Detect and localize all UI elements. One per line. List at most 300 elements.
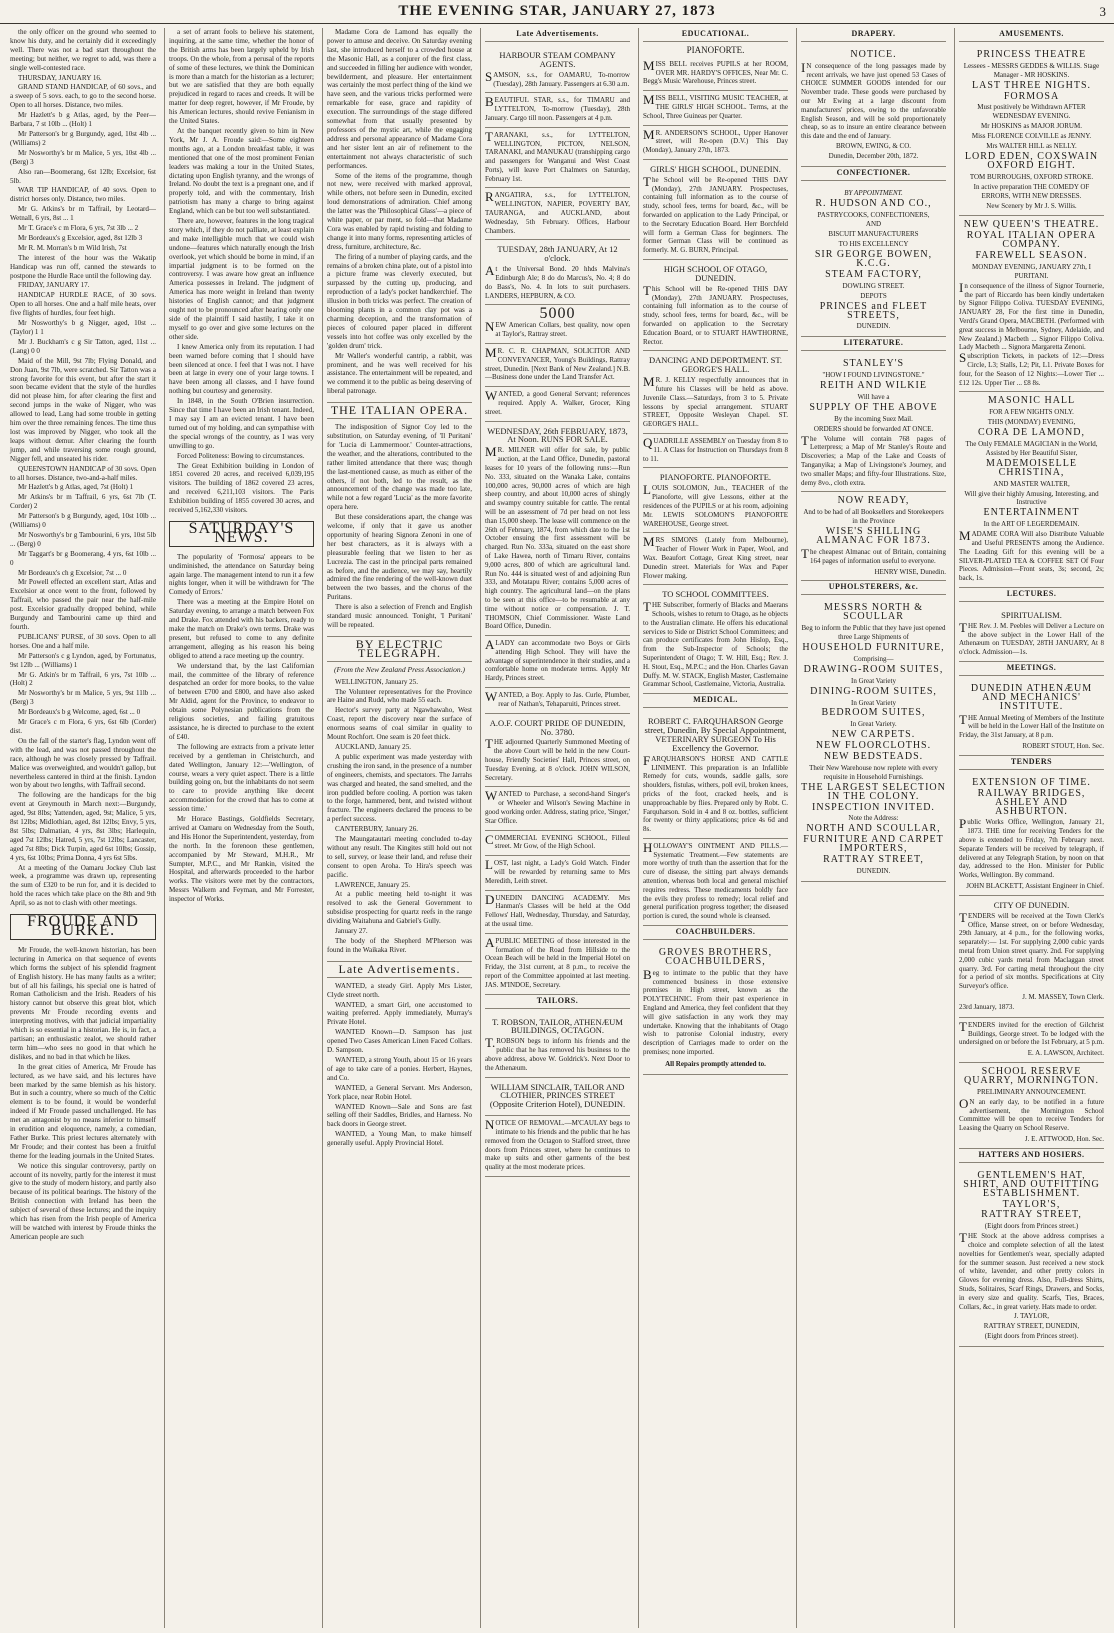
drapery-heading: DRAPERY. — [801, 30, 946, 42]
masonic-hall-line: Will give their highly Amusing, Interesting, and Instructive — [964, 489, 1099, 507]
north-scoullar-line: NEW BEDSTEADS. — [823, 751, 924, 763]
late-advertisements-list — [327, 982, 472, 1148]
classified-ad: WANTED, a Young Man, to make himself generally useful. Apply Provincial Hotel. — [327, 1130, 472, 1148]
article-paragraph: Mr Taggart's br g Boomerang, 4 yrs, 6st 10lb ... 0 — [10, 549, 156, 567]
article-paragraph: The following are extracts from a private letter received by a gentleman in Christchurch, and dated Wellington, January 12:—'Wellington, of course, wears a very quiet aspect. There is a little building going on, but the inhabitants do not seem to care to provide anything like decent accommodation for the crowd that has to come at session time.' — [169, 742, 314, 814]
educational-advertisement — [643, 91, 788, 125]
italian-opera-article — [327, 423, 472, 630]
article-paragraph: Mr Hazlett's b g Atlas, aged, by the Peer—Barbara, 7 st 10lb ... (Holt) 1 — [10, 111, 156, 129]
educational-advertisement — [643, 160, 788, 260]
princess-theatre-line: LORD EDEN, COXSWAIN OXFORD EIGHT. — [964, 150, 1099, 171]
column-1 — [6, 28, 160, 1628]
article-paragraph: In 1848, in the South O'Brien insurrection. Since that time I have been an Irish tenant. Indeed, I may say I am an evicted tenant. I have been turned out of my holding, and can sympathise with the special wrongs of the country, as I was very unwilling to go. — [169, 397, 314, 450]
taylor-signature: RATTRAY STREET, DUNEDIN, — [983, 1322, 1080, 1331]
masonic-hall-line: ENTERTAINMENT — [983, 507, 1080, 519]
north-scoullar-line: Note the Address: — [848, 814, 899, 823]
educational-advertisement — [643, 434, 788, 468]
article-paragraph: Mr Patterson's br g Burgundy, aged, 10st 4lb ... (Williams) 2 — [10, 129, 156, 147]
railway-tenders-ad — [959, 774, 1104, 896]
article-paragraph: At a meeting of the Oamaru Jockey Club last week, a programme was drawn up, representing the sum of £320 to be run for, and it is decided to hold the races which take place on the 8th and 9th April, so as not to clash with other meetings. — [10, 863, 156, 908]
stanley-book-ad — [801, 355, 946, 492]
north-scoullar-line: NEW CARPETS. — [831, 729, 916, 741]
north-scoullar-line: Comprising— — [853, 654, 894, 663]
advertisement-body: TARANAKI, s.s., for LYTTELTON, WELLINGTON, PICTON, NELSON, TARANAKI, and MANUKAU (transhipping cargo and passengers for Wanganui and West Coast Ports), will leave Port Chalmers on Saturday, February 1st. — [485, 128, 630, 183]
north-scoullar-line: NORTH AND SCOULLAR, — [806, 823, 941, 835]
tenders-heading: TENDERS — [959, 758, 1104, 770]
article-paragraph: Mr Bordeaux's ch g Excelsior, 7st ... 0 — [18, 568, 127, 577]
princess-theatre-line: New Scenery by Mr J. S. Willis. — [986, 201, 1077, 210]
article-paragraph: The following are the handicaps for the big event at Greymouth in March next:—Burgundy, aged, 9st 8lbs; Yattenden, aged, 9st; Malice, 5 yrs, 8st 12lbs; Midlothian, aged, 8st 12lbs; Envy, 5 yrs, 8st 5lbs; Dalmatian, 4 yrs, 8st 3lbs; Harlequin, aged 7st 12lbs; Hatred, 5 yrs, 7st 12lbs; Lancaster, aged 7st 8lbs; Dick Turpin, aged 6st 10lbs; Gossip, 4 yrs, 6st 10lbs; Prima Donna, 4 yrs 6st 5lbs. — [10, 791, 156, 862]
advertisement — [485, 240, 630, 305]
late-advertisements-heading: Late Advertisements. — [327, 961, 472, 978]
masonic-hall-line: THIS (MONDAY) EVENING, — [987, 418, 1076, 427]
saturdays-news-heading: SATURDAY'S NEWS. — [169, 521, 314, 547]
educational-advertisement — [643, 585, 788, 694]
advertisement — [485, 387, 630, 421]
advertisement — [485, 93, 630, 127]
italian-opera-heading: THE ITALIAN OPERA. — [327, 402, 472, 419]
advertisement-title: PIANOFORTE. PIANOFORTE. — [659, 472, 772, 483]
article-paragraph: Mr Grace's c m Flora, 6 yrs, 6st 6lb (Corder) dist. — [10, 718, 156, 735]
taylor-line: RATTRAY STREET, — [981, 1209, 1082, 1221]
notice-title: NOTICE. — [850, 48, 897, 60]
froude-continued-article — [169, 28, 314, 515]
article-paragraph: Also ran—Boomerang, 6st 12lb; Excelsior, 6st 5lb. — [10, 167, 156, 185]
north-scoullar-line: THE LARGEST SELECTION IN THE COLONY. — [801, 781, 946, 802]
princess-theatre-line: LAST THREE NIGHTS. — [971, 79, 1092, 91]
masonic-hall-line: In the ART OF LEGERDEMAIN. — [983, 520, 1080, 529]
educational-advertisement — [643, 260, 788, 351]
article-paragraph: Mr Powell effected an excellent start, Atlas and Excelsior at once went to the front, followed by Taffrail, who passed the pair near the half-mile post. Excelsior gradually dropped behind, while Burgundy and Tambourini came up third and fourth. — [10, 578, 156, 631]
advertisement-body: THE adjourned Quarterly Summoned Meeting of the above Court will be held in the new Court-house, Friendly Societies' Hall, Princes street, on Tuesday Evening, at 8 o'clock. JOHN WILSON, Secretary. — [485, 736, 630, 782]
advertisement-list — [485, 46, 630, 995]
reserve-line: SCHOOL RESERVE QUARRY, MORNINGTON. — [963, 1066, 1100, 1086]
masonic-hall-line: CORA DE LAMOND, — [978, 427, 1085, 439]
gilchrist-tenders-ad — [959, 1018, 1104, 1063]
advertisement-title: GIRLS' HIGH SCHOOL, DUNEDIN. — [650, 163, 781, 174]
north-scoullar-line: HOUSEHOLD FURNITURE, — [802, 641, 945, 653]
advertisement-title: 5000 — [539, 305, 576, 323]
article-paragraph: QUEENSTOWN HANDICAP of 30 sovs. Open to all horses. Distance, two-and-a-half miles. — [10, 464, 156, 482]
article-paragraph: Forced Politeness: Bowing to circumstances. — [177, 451, 305, 460]
classified-ad: WANTED, a smart Girl, one accustomed to waiting preferred. Apply immediately, Murray's Private Hotel. — [327, 1000, 472, 1027]
cora-de-lamond-review — [327, 28, 472, 396]
advertisement-body: WANTED, a good General Servant; references required. Apply A. Walker, Grocer, King street. — [485, 388, 630, 416]
advertisement-title: TO SCHOOL COMMITTEES. — [662, 589, 769, 600]
advertisement-title: HIGH SCHOOL OF OTAGO, DUNEDIN. — [663, 264, 768, 283]
article-paragraph: Mr Nosworthy's br g Tambourini, 6 yrs, 10st 5lb ... (Berg) 0 — [10, 530, 156, 548]
advertisement-body: BEAUTIFUL STAR, s.s., for TIMARU and LYTTELTON, To-morrow (Tuesday), 28th January. Cargo till noon. Passengers at 4 p.m. — [485, 94, 630, 122]
advertisement — [485, 46, 630, 93]
article-paragraph: Mr T. Grace's c m Flora, 6 yrs, 7st 3lb ... 2 — [18, 224, 139, 233]
column-6 — [796, 28, 950, 1628]
advertisement-body: QUADRILLE ASSEMBLY on Tuesday from 8 to 11. A Class for Instruction on Thursdays from 8 to 11. — [643, 435, 788, 463]
masonic-hall-line: The Only FEMALE MAGICIAN in the World, Assisted by Her Beautiful Sister, — [965, 440, 1098, 457]
queens-prices: Subscription Tickets, in packets of 12:—Dress Circle, L3; Stalls, L2; Pit, L1. Private Boxes for four, for the Season of 12 Nights:—Lower Tier ... £12 12s. Upper Tier ... £8 8s. — [959, 350, 1104, 387]
froude-burke-heading: FROUDE AND BURKE. — [10, 914, 156, 940]
article-paragraph: The popularity of 'Formosa' appears to be undiminished, the attendance on Saturday being again large. The management intend to run it a few nights longer, when it will be withdrawn for 'The Comedy of Errors.' — [169, 552, 314, 597]
article-paragraph: a set of arrant fools to believe his statement, inquiring, at the same time, whether the honor of the British arms has been largely upheld by Irish troops. On the whole, from a perusal of the reports of some of these lectures, we think the Dominican is more than a match for the historian as a lecturer; but we are satisfied that they are both equally prejudiced in regard to races and creeds. It will be matter for deep regret, however, if Mr Froude, by his American lectures, should revive Fenianism in the United States. — [169, 28, 314, 126]
almanac-ad — [801, 492, 946, 581]
queens-theatre-line: FAREWELL SEASON. — [975, 250, 1088, 262]
medical-heading: MEDICAL. — [643, 696, 788, 708]
notice-signature: BROWN, EWING, & CO. — [835, 141, 912, 150]
masonic-hall-line: AND MASTER WALTER, — [993, 479, 1070, 488]
hatters-heading: HATTERS AND HOSIERS. — [959, 1151, 1104, 1163]
advertisement — [485, 188, 630, 240]
advertisement-title: HARBOUR STEAM COMPANY AGENTS. — [499, 49, 616, 69]
column-7 — [954, 28, 1108, 1628]
advertisement-title: WEDNESDAY, 26th FEBRUARY, 1873, At Noon. RUNS FOR SALE. — [487, 425, 628, 445]
advertisement-body: HOLLOWAY'S OINTMENT AND PILLS.—Systematic Treatment.—Few statements are more worthy of truth than the assertion that for the cure of disease, the sitting part always demands attention, whereas both local and general mischief requires redress. These medicaments boldly face the evils they profess to remedy; local relief and general purification progress together; the diseased portion is cured, the sound whole is cleansed. — [643, 839, 788, 921]
article-paragraph: Mr Horace Bastings, Goldfields Secretary, arrived at Oamaru on Wednesday from the South, and His Honor the Superintendent, yesterday, from the north. In the forenoon these gentlemen, accompanied by Mr Steward, M.H.R., Mr Sumpter, M.P.C., and Mr Rankin, visited the Hospital, and afterwards proceeded to the harbor works. The visitors were met by the contractors, Messrs Walkem and Feyman, and Mr Forrester, inspector of Works. — [169, 815, 314, 904]
hudson-line: TO HIS EXCELLENCY — [838, 240, 909, 249]
advertisement-body: MRS SIMONS (Lately from Melbourne), Teacher of Flower Work in Paper, Wool, and Wax. Beaufort Cottage, Great King street, near Dunedin street. Materials for Wax and Paper Flower making. — [643, 534, 788, 580]
north-scoullar-line: Beg to inform the Public that they have just opened three Large Shipments of — [801, 624, 946, 642]
page-number: 3 — [1099, 4, 1106, 19]
telegraph-item: The body of the Shepherd M'Pherson was found in the Waikaka River. — [327, 937, 472, 954]
school-reserve-ad — [959, 1063, 1104, 1149]
telegraph-item: Hector's survey party at Ngawhawaho, West Coast, report the discovery near the surface of enormous seams of coal similar in quality to Mount Rochfort. One seam is 20 feet thick. — [327, 706, 472, 742]
advertisement-body: NEW American Collars, best quality, now open at Taylor's, Rattray street. — [485, 319, 630, 339]
advertisement-body: MISS BELL, VISITING MUSIC TEACHER, at THE GIRLS' HIGH SCHOOL. Terms, at the School, Three Guineas per Quarter. — [643, 92, 788, 120]
hudson-line: R. HUDSON AND CO., — [815, 197, 932, 209]
city-date: 23rd January, 1873. — [959, 1002, 1015, 1011]
article-paragraph: The interest of the hour was the Wakatip Handicap was run off, canned the stewards to postpone the Hurdle Race until the following day. — [10, 253, 156, 280]
tailor-advertisement — [485, 1078, 630, 1117]
north-scoullar-line: Their New Warehouse now replete with every requisite in Household Furnishings. — [809, 763, 938, 781]
telegraph-item: WELLINGTON, January 25. — [335, 677, 419, 686]
article-paragraph: At the banquet recently given to him in New York, Mr J. A. Froude said:—Some eighteen months ago, at a London breakfast table, it was mentioned that one of the most prominent Fenian leaders was making a tour in the United States, dictating upon English tyranny, and the wrongs of Ireland. No doubt the text is a pregnant one, and if properly told, and with the commentary, Irish patriotism has many a charge to bring against England, which can be but too well substantiated. — [169, 126, 314, 216]
article-paragraph: Mr Nosworthy's br m Malice, 5 yrs, 9st 11lb ... (Berg) 3 — [10, 689, 156, 707]
queens-theatre-line: NEW QUEEN'S THEATRE. — [963, 219, 1100, 231]
advertisement-body: At the Universal Bond. 20 hhds Malvina's Edinburgh Ale; 8 do do Marcus's, No. 4; 8 do do Bass's, No. 4. In lots to suit purchasers. LANDERS, HEPBURN, & CO. — [485, 263, 630, 300]
telegraph-item: CANTERBURY, January 26. — [335, 825, 419, 834]
advertisement — [485, 636, 630, 688]
princess-theatre-line: Mrs WALTER HILL as NELLY. — [986, 142, 1077, 151]
princess-theatre-line: Lessees - MESSRS GEDDES & WILLIS. Stage Manager - MR HOSKINS. — [963, 61, 1100, 79]
tenders-line: RAILWAY BRIDGES, ASHLEY AND ASHBURTON. — [977, 787, 1086, 817]
advertisement-body: ALADY can accommodate two Boys or Girls attending High School. They will have the advantage of superintendence in their studies, and a comfortable home on moderate terms. Apply Mr Hardy, Princes street. — [485, 637, 630, 683]
article-paragraph: But these considerations apart, the change was welcome, if only that it gave us another opportunity of hearing Signora Zenoni in one of her best characters, as it is always with a pleasurable feeling that we listen to her as Lucrezia. The cast in the principal parts remained as before, and the audience, we may say, heartily admired the fine rendering of the well-known duet between the two basses, and the chorus of the Puritans. — [327, 513, 472, 602]
advertisement-title: WILLIAM SINCLAIR, TAILOR AND CLOTHIER, PRINCES STREET (Opposite Criterion Hotel), DUNEDIN. — [489, 1081, 626, 1110]
advertisement — [485, 831, 630, 857]
column-2 — [164, 28, 318, 1628]
athenaeum-body: THE Annual Meeting of Members of the Institute will be held in the Lower Hall of the Institute on Friday, the 31st January, at 8 p.m. — [959, 711, 1104, 740]
article-paragraph: the only officer on the ground who seemed to know his duty, and he certainly did it exceedingly well. There was not a bad start throughout the meeting; but neither, we regret to add, was there a single well-contested race. — [10, 28, 156, 72]
coachbuilders-heading: COACHBUILDERS. — [643, 928, 788, 940]
telegraph-item: The Maungatautari meeting concluded to-day without any result. The Kingites still hold out not to sell, survey, or lease their land, and refuse their consent to open Aroha. To Hira's speech was pacific. — [327, 835, 472, 879]
masthead — [0, 0, 1114, 24]
almanac-line: WISE'S SHILLING ALMANAC FOR 1873. — [816, 526, 931, 547]
article-paragraph: Mr Bordeaux's g Excelsior, aged, 8st 12lb 3 — [18, 233, 143, 242]
telegraph-item: January 27. — [335, 927, 368, 936]
article-paragraph: There are, however, features in the long tragical story which, if they do not palliate, at least explain and make intelligible much that we could wish undone—features which naturally enough the Irish overlook, yet which should be borne in mind, if an impartial judgment is to be formed on the controversy. I was aware how great an influence America possesses in Ireland. The judgment of America has more weight in Ireland than twenty histories of English cannot; and that judgment ought not to be pronounced after hearing only one side of the plaintiff I said hastily, I take it on myself to go over and give some lectures on the other side. — [169, 217, 314, 341]
educational-advertisement — [643, 57, 788, 91]
north-scoullar-line: BEDROOM SUITES, — [821, 707, 926, 719]
meetings-heading: MEETINGS. — [959, 664, 1104, 676]
advertisement-title: DANCING AND DEPORTMENT. ST. GEORGE'S HALL. — [648, 355, 783, 375]
press-association-note: (From the New Zealand Press Association.) — [334, 664, 465, 674]
city-dunedin-ad — [959, 896, 1104, 1018]
masonic-hall-line: MADEMOISELLE CHRISTINA, — [986, 457, 1077, 478]
article-paragraph: PUBLICANS' PURSE, of 30 sovs. Open to all horses. One and a half mile. — [10, 632, 156, 650]
groves-signoff: All Repairs promptly attended to. — [665, 1059, 766, 1068]
north-scoullar-line: DUNEDIN. — [856, 867, 891, 876]
masonic-body: MADAME CORA Will also Distribute Valuable and Useful PRESENTS among the Audience. The Leading Gift for this evening will be a SILVER-PLATED TEA & COFFEE SET Of Four Pieces. Admission—Front seats, 3s; second, 2s; back, 1s. — [959, 528, 1104, 583]
hudson-line: PASTRYCOOKS, CONFECTIONERS, — [817, 210, 930, 219]
princess-theatre-line: In active preparation THE COMEDY OF ERRORS, WITH NEW DRESSES. — [973, 182, 1090, 200]
classified-ad: WANTED Known—D. Sampson has just opened Two Cases American Linen Faced Collars. D. Sampson. — [327, 1028, 472, 1055]
advertisement-body: T.ROBSON begs to inform his friends and the public that he has removed his business to the above address, above W. Goldrick's. Next Door to the Athenæum. — [485, 1035, 630, 1072]
article-paragraph: Maid of the Mill, 9st 7lb; Flying Donald, and Don Juan, 9st 7lb, were scratched. Sir Tatton was a strong favorite for this event, but after the start it soon became evident that the style of the hurdles did not please him, for after clearing the first and second jumps in the wake of Nigger, who was allowed to lead, Lang had some trouble in getting him over the three remaining fences. The time thus lost was improved by Nigger, who took all the leaps without demur. After clearing the fourth jump, and while traversing some rough ground, Nigger fell, and unseated his rider. — [10, 356, 156, 463]
groves-brothers-ad — [643, 944, 788, 1075]
advertisement-body: NOTICE OF REMOVAL.—M'CAULAY begs to intimate to his friends and the public that he has removed from the Octagon to Stafford street, three doors from Princes street, where he continues to make up suits and other garments of the best quality at the most moderate prices. — [485, 1117, 630, 1172]
advertisement-body: MR. C. R. CHAPMAN, SOLICITOR AND CONVEYANCER, Young's Buildings, Rattray street, Dunedin. [Next Bank of New Zealand.] N.B.—Business done under the Land Transfer Act. — [485, 344, 630, 382]
north-scoullar-line: MESSRS NORTH & SCOULLAR — [824, 602, 923, 623]
article-paragraph: Mr Patterson's c g Lyndon, aged, by Fortunatus, 9st 12lb ... (Williams) 1 — [10, 651, 156, 669]
article-paragraph: Mr G. Atkin's br m Taffrail, 6 yrs, 7st 10lb ... (Holt) 2 — [10, 670, 156, 688]
article-paragraph: In the great cities of America, Mr Froude has lectured, as we have said, and his lectures have been marked by the same blemish as his history. But in such a country, where so much of the Celtic element is to be found, it would be wonderful indeed if Mr Froude passed unchallenged. He has met an antagonist by no means inferior to himself in erudition and eloquence, namely, a comedian, Father Burke. This priest lectures alternately with Mr Froude; and their contest has been a fruitful theme for the leading journals in the United States. — [10, 1062, 156, 1160]
north-scoullar-ad — [801, 599, 946, 882]
advertisement-body: MR. J. KELLY respectfully announces that in future his Classes will be held as above. Juvenile Class.—Saturdays, from 3 to 5. Private lessons by special arrangement. STUART STREET, Opposite Wesleyan Chapel. ST. GEORGE'S HALL. — [643, 374, 788, 429]
queens-body: In consequence of the illness of Signor Tournerie, the part of Riccardo has been kindly undertaken by Signor Filippo Coliva. TUESDAY EVENING, JANUARY 28, For the first time in Dunedin, Verdi's Grand Opera, MACBETH. (Performed with great success in Melbourne, Sydney, Adelaide, and New Zealand.) Macbeth ... Signor Filippo Coliva. Lady Macbeth ... Signora Margaretta Zenoni. — [959, 279, 1104, 352]
princess-theatre-line: Mr HOSKINS as MAJOR JORUM. — [981, 122, 1082, 131]
article-paragraph: The firing of a number of playing cards, and the remains of a broken china plate, out of a pistol into a picture frame was cleverly executed, but surpassed by the cutting up, producing, and reproduction of a lady's pocket handkerchief. The illusion in both tricks was perfect. The creation of blooming plants in a common clay pot was a charming deception, and the transformation of pieces of coloured paper placed in different vessels into hot coffee was only excelled by the 'golden drum' trick. — [327, 252, 472, 350]
article-paragraph: There was a meeting at the Empire Hotel on Saturday evening, to arrange a match between Fox and Drake. Fox attended with his backers, ready to make the match on Drake's own terms. Drake was present, but refused to come to any definite arrangement, alleging as his reason his being obliged to attend a race meeting up the country. — [169, 598, 314, 660]
educational-heading: EDUCATIONAL. — [643, 30, 788, 42]
educational-advertisements — [643, 57, 788, 694]
article-paragraph: Mr Patterson's b g Burgundy, aged, 10st 10lb ... (Williams) 0 — [10, 512, 156, 530]
hudson-line: STEAM FACTORY, — [825, 268, 922, 280]
advertisement-title: T. ROBSON, TAILOR, ATHENÆUM BUILDINGS, OCTAGON. — [492, 1016, 623, 1036]
classified-ad: WANTED Known—Sale and Sons are fast selling off their Saddles, Bridles, and Harness. No back doors in George street. — [327, 1102, 472, 1129]
notice-date: Dunedin, December 20th, 1872. — [828, 151, 919, 160]
article-paragraph: On the fall of the starter's flag, Lyndon went off with the lead, and was not passed throughout the race, although he was closely pressed by Taffrail. Malice was overweighted, and wouldn't gallop, but nevertheless cantered in third at the finish. Lyndon won by about two lengths, with Taffrail second. — [10, 736, 156, 790]
advertisement-body: WANTED to Purchase, a second-hand Singer's or Wheeler and Wilson's Sewing Machine in good working order. Address, stating price, 'Singer,' Star Office. — [485, 788, 630, 825]
advertisement-title: A.O.F. COURT PRIDE OF DUNEDIN, No. 3780. — [489, 717, 626, 737]
princess-theatre-line: FORMOSA — [1003, 90, 1060, 102]
masonic-hall-line: FOR A FEW NIGHTS ONLY. — [989, 408, 1074, 417]
advertisement-body: This School will be Re-opened THIS DAY (Monday), 27th JANUARY. Prospectuses, containing full information as to the course of study, school fees, terms for board, &c., will be forwarded on application to the Secretary Education Board, or to STUART HAWTHORNE, Rector. — [643, 282, 788, 346]
article-paragraph: Madame Cora de Lamond has equally the power to amuse and deceive. On Saturday evening last, she introduced herself to a crowded house at the Masonic Hall, as a conjurer of the first class, and succeeded in filling her audience with wonder, bewilderment, and pleasure. Her entertainment was certainly the most perfect thing of the kind we have seen, and the various tricks performed were remarkable for ease, grace and rapidity of execution. The surroundings of the stage differed somewhat from that usually presented by professors of the mystic art, while the engaging address and personal appearance of Madame Cora and her sister lent an air of refinement to the entertainment not always characteristic of such performances. — [327, 28, 472, 170]
article-paragraph: Mr Nosworthy's br m Malice, 5 yrs, 10st 4lb ... (Berg) 3 — [10, 148, 156, 166]
hudson-line: BISCUIT MANUFACTURERS — [828, 230, 919, 239]
almanac-line: NOW READY, — [837, 495, 910, 507]
medical-advertisements — [643, 712, 788, 926]
taylors-outfitting-ad — [959, 1167, 1104, 1347]
advertisement — [485, 891, 630, 934]
tailors-heading: TAILORS. — [485, 997, 630, 1009]
reserve-body: ON an early day, to be notified in a future advertisement, the Mornington School Committee will be open to receive Tenders for Leasing the Quarry on School Reserve. — [959, 1095, 1104, 1133]
article-paragraph: Some of the items of the programme, though not new, were received with marked approval, while others, not before seen in Dunedin, excited loud demonstrations of admiration. Chief among the latter was the 'Philosophical Glass'—a piece of white paper, or par ment, so fold—that Madame Cora was enabled by rapid twisting and folding to change it into many forms, representing articles of dress, furniture, architecture, &c. — [327, 171, 472, 251]
upholsterers-heading: UPHOLSTERERS, &c. — [801, 583, 946, 595]
notice-body: IN consequence of the long passages made by recent arrivals, we have just opened 53 Cases of CHOICE SUMMER GOODS intended for our November trade. These goods were purchased by our Mr Ewing at a large discount from manufacturers' prices, owing to the unfavorable English Season, and will be sold proportionately cheap, so as to insure an entire clearance between this date and the end of January. — [801, 59, 946, 141]
north-scoullar-line: DINING-ROOM SUITES, — [810, 685, 937, 697]
queens-theatre-line: MONDAY EVENING, JANUARY 27th, I PURITANI. — [972, 263, 1091, 280]
tailor-advertisement — [485, 1116, 630, 1177]
article-paragraph: Mr G. Atkins's br m Taffrail, by Leotard—Wetnall, 6 yrs, 8st ... 1 — [10, 205, 156, 223]
advertisement-body: MR. ANDERSON'S SCHOOL, Upper Hanover street, will Re-open (D.V.) This Day (Monday), January 27th, 1873. — [643, 126, 788, 155]
tailor-advertisement — [485, 1013, 630, 1078]
masonic-hall-line: MASONIC HALL — [987, 395, 1076, 407]
advertisement-body: SAMSON, s.s., for OAMARU, To-morrow (Tuesday), 28th January. Passengers at 6.30 a.m. — [485, 68, 630, 88]
north-scoullar-line: In Great Variety. — [850, 720, 897, 729]
late-advertisements-heading: Late Advertisements. — [485, 30, 630, 42]
classified-ad: WANTED, a strong Youth, about 15 or 16 years of age to take care of a ponies. Herbert, Haynes, and Co. — [327, 1055, 472, 1082]
city-body: TENDERS will be received at the Town Clerk's Office, Manse street, on or before Wednesday, 29th January, at 4 p.m., for the following works, separately:— 1st. For supplying 2,000 cubic yards metal from Union street quarry. 2nd. For supplying 2,000 cubic yards metal from Maclaggan street quarry. 3rd. For carting metal throughout the city for a period of six months. Specifications at City Surveyor's office. — [959, 909, 1104, 991]
telegraph-item: At a public meeting held to-night it was resolved to ask the General Government to subsidise prospecting for quartz reefs in the range dividing Waitahuna and Gabriel's Gully. — [327, 890, 472, 926]
article-paragraph: We understand that, by the last Californian mail, the committee of the library of reference despatched an order for more books, to the value of between £700 and £800, and have also asked Mr Aldid, agent for the Province, to endeavor to obtain some Polynesian publications from the religious societies, and failing gratuitous assistance, he is directed to purchase to the extent of £40. — [169, 661, 314, 741]
article-paragraph: GRAND STAND HANDICAP, of 60 sovs., and a sweep of 5 sovs. each, to go to the second horse. Open to all horses. Distance, two miles. — [10, 83, 156, 110]
stanley-line: By the incoming Suez Mail. — [834, 414, 913, 423]
groves-body: Beg to intimate to the public that they have commenced business in those extensive premises in High street, known as the POLYTECHNIC. From their past experience in England and America, they feel confident that they will give satisfaction in any work they may undertake. Knowing that the inhabitants of Otago wish to patronise Colonial industry, every description of Carriages made to order on the premises; none imported. — [643, 966, 788, 1056]
reserve-line: PRELIMINARY ANNOUNCEMENT. — [977, 1087, 1086, 1096]
hudson-line: DOWLING STREET. — [842, 281, 905, 290]
city-signature: J. M. MASSEY, Town Clerk. — [1022, 992, 1104, 1001]
groves-title: GROVES BROTHERS, COACHBUILDERS, — [658, 946, 773, 967]
hudson-line: AND — [865, 220, 882, 229]
newspaper-columns — [6, 28, 1108, 1628]
advertisement-body: WANTED, a Boy. Apply to Jas. Curle, Plumber, rear of Nathan's, Tehaparuiti, Princes street. — [485, 689, 630, 708]
tenders-signature: JOHN BLACKETT, Assistant Engineer in Chief. — [966, 882, 1104, 890]
princess-theatre-ad — [959, 46, 1104, 217]
literature-heading: LITERATURE. — [801, 339, 946, 351]
masonic-hall-ad — [959, 392, 1104, 588]
city-title: CITY OF DUNEDIN. — [993, 899, 1070, 910]
brown-ewing-notice — [801, 46, 946, 167]
advertisement — [485, 305, 630, 344]
advertisement-body: RANGATIRA, s.s., for LYTTELTON, WELLINGTON, NAPIER, POVERTY BAY, TAURANGA, and AUCKLAND, about Wednesday, 5th February. Offices, Harbour Chambers. — [485, 189, 630, 235]
medical-advertisement — [643, 839, 788, 926]
tenders-body: Public Works Office, Wellington, January 21, 1873. THE time for receiving Tenders for the above is extended to Friday, 7th February next. Separate Tenders will be received by telegraph, if delivered at any Telegraph Station, by noon on that day, addressed to the Hon. Minister for Public Works, Wellington. By command. — [959, 816, 1104, 880]
article-paragraph: Mr Bordeaux's b g Welcome, aged, 6st ... 0 — [18, 708, 141, 717]
article-paragraph: We notice this singular controversy, partly on account of its novelty, partly for the interest it must give to the study of modern history, and partly also because of its political bearings. The history of the British connection with Ireland has been the subject of several of these lectures; and the inquiry which has risen from the Irish people of America will be watched with interest by Froude thinks the American people are such — [10, 1161, 156, 1241]
advertisement-title: ROBERT C. FARQUHARSON George street, Dunedin, By Special Appointment, VETERINARY SURGEON To His Excellency the Governor. — [644, 716, 787, 753]
tenders-line: EXTENSION OF TIME. — [972, 776, 1091, 788]
north-scoullar-line: INSPECTION INVITED. — [812, 801, 935, 813]
racing-report — [10, 28, 156, 908]
hudson-ad — [801, 185, 946, 338]
north-scoullar-line: DRAWING-ROOM SUITES, — [803, 663, 944, 675]
advertisement-body: The School will be Re-opened THIS DAY (Monday), 27th JANUARY. Prospectuses, containing full information as to the course of study, school fees, terms for board, &c., will be forwarded on application to the Lady Principal, or to the Secretary Education Board. Herr Borchfeld will form a German Class for beginners. The former German Class will be continued as formerly. M. G. BURN, Principal. — [643, 173, 788, 255]
athenaeum-line: DUNEDIN ATHENÆUM AND MECHANICS' INSTITUTE. — [970, 682, 1093, 712]
north-scoullar-line: In Great Variety — [851, 698, 896, 707]
north-scoullar-line: FURNITURE AND CARPET IMPORTERS, — [803, 834, 944, 855]
advertisement-body: DUNEDIN DANCING ACADEMY. Mrs Hanman's Classes will be held at the Odd Fellows' Hall, Wednesday, Thursday, and Saturday, at the usual time. — [485, 891, 630, 929]
advertisement — [485, 688, 630, 714]
educational-advertisement — [643, 351, 788, 434]
spiritualism-ad — [959, 606, 1104, 662]
hudson-line: SIR GEORGE BOWEN, K.C.G. — [814, 249, 933, 270]
telegraph-item: A public experiment was made yesterday with crushing the iron sand, in the presence of a number of engineers, chemists, and spectators. The Jarrahs was charged and heated, the sand smelted, and the iron puddled before cooling. A portion was taken to the forge, hammered, bent, and twisted without fracture. The engineers declared the process to be a perfect success. — [327, 752, 472, 824]
queens-theatre-line: ROYAL ITALIAN OPERA COMPANY. — [966, 230, 1097, 251]
article-paragraph: Mr R. M. Morran's b m Wild Irish, 7st — [18, 243, 127, 252]
advertisement-body: MISS BELL receives PUPILS at her ROOM, OVER MR. HARDY'S OFFICES, Near Mr. C. Begg's Music Warehouse, Princes street. — [643, 57, 788, 86]
article-paragraph: Mr Waller's wonderful cantrip, a rabbit, was prominent, and he was well received for his assistance. The entertainment will be repeated, and we commend it to the public as being deserving of liberal patronage. — [327, 351, 472, 396]
almanac-signature: HENRY WISE, Dunedin. — [874, 567, 946, 576]
article-paragraph: WAR TIP HANDICAP, of 40 sovs. Open to district horses only. Distance, two miles. — [10, 186, 156, 204]
electric-telegraph-heading: BY ELECTRIC TELEGRAPH. — [327, 636, 472, 662]
stanley-line: "HOW I FOUND LIVINGSTONE." — [822, 371, 925, 380]
telegraph-news — [327, 678, 472, 955]
athenaeum-signature: ROBERT STOUT, Hon. Sec. — [1022, 741, 1104, 750]
north-scoullar-line: In Great Variety — [851, 676, 896, 685]
educational-advertisement — [643, 126, 788, 160]
amusements-heading: AMUSEMENTS. — [959, 30, 1104, 42]
princess-theatre-line: PRINCESS THEATRE — [976, 48, 1087, 60]
hudson-line: PRINCES and FLEET STREETS, — [819, 300, 928, 321]
reserve-signature: J. E. ATTWOOD, Hon. Sec. — [1024, 1135, 1104, 1143]
taylor-line: TAYLOR'S, — [1002, 1198, 1061, 1210]
telegraph-item: LAWRENCE, January 25. — [335, 880, 411, 889]
taylor-signature: (Eight doors from Princes street). — [984, 1332, 1079, 1341]
tailors-advertisements — [485, 1013, 630, 1178]
article-paragraph: FRIDAY, JANUARY 17. — [18, 281, 90, 290]
classified-ad: WANTED, a General Servant. Mrs Anderson, York place, near Robin Hotel. — [327, 1083, 472, 1101]
advertisement-title: TUESDAY, 28th JANUARY, At 12 o'clock. — [497, 244, 618, 264]
column-4 — [480, 28, 634, 1628]
hudson-line: DUNEDIN. — [856, 322, 891, 331]
advertisement — [485, 422, 630, 637]
column-3 — [322, 28, 476, 1628]
column-5 — [638, 28, 792, 1628]
stanley-body: The Volume will contain 768 pages of Letterpress; a Map of Mr Stanley's Route and Discoveries; a Map of the Lake and Coasts of Tanganyika; a Map of Livingstone's Journey, and two smaller Maps; and fifty-four Illustrations. Size, demy 8vo., cloth extra. — [801, 432, 946, 487]
almanac-body: The cheapest Almanac out of Britain, containing 164 pages of information useful to everyone. — [801, 545, 946, 565]
advertisement-body: FARQUHARSON'S HORSE AND CATTLE LINIMENT. This preparation is an Infallible Remedy for cuts, wounds, saddle galls, sore shoulders, fistulas, withers, poll evil, broken knees, pricks of the foot, cracked heels, and is unapproachable by flies. Prepared only by Robt. C. Farquharson. Sold in 4 and 8 oz. bottles, sufficient for twenty or thirty applications; price 4s 6d and 8s. — [643, 752, 788, 834]
stanley-line: SUPPLY OF THE ABOVE — [809, 401, 938, 413]
classified-ad: WANTED, a steady Girl. Apply Mrs Lister, Clyde street north. — [327, 981, 472, 999]
lectures-heading: LECTURES. — [959, 590, 1104, 602]
taylor-body: THE Stock at the above address comprises a choice and complete selection of all the latest novelties for Gentlemen's wear, specially adapted for the summer season. Just received a new stock of white, lavender, and other pretty colors in Gloves for evening dress. Also, Full-dress Shirts, Studs, Solitaires, Scarf Rings, Drawers, and Socks, in every size and quality. Scarfs, Ties, Braces, Collars, &c., in great variety. Hats made to order. — [959, 1230, 1104, 1311]
telegraph-item: The Volunteer representatives for the Province are Haine and Rudd, who made 55 each. — [327, 687, 472, 705]
confectioner-heading: CONFECTIONER. — [801, 169, 946, 181]
queens-theatre-ad — [959, 216, 1104, 392]
princess-theatre-line: Must positively be Withdrawn AFTER WEDNESDAY EVENING. — [977, 103, 1086, 121]
article-paragraph: I knew America only from its reputation. I had been warned before coming that I should have been silenced at once. I feel that I was not. I have been at large in every one of your large towns. I have been among all classes, and I have found nothing but courtesy and generosity. — [169, 342, 314, 396]
educational-advertisement — [643, 468, 788, 533]
appointment-line: BY APPOINTMENT. — [844, 188, 903, 197]
advertisement-body: LOST, last night, a Lady's Gold Watch. Finder will be rewarded by returning same to Mrs Meredith, Leith street. — [485, 857, 630, 885]
article-paragraph: The Great Exhibition building in London of 1851 covered 20 acres, and received 6,039,195 visitors. The building of 1862 covered 23 acres, and received 6,211,103 visitors. The Paris Exhibition building of 1855 covered 30 acres, and received 5,162,330 visitors. — [169, 461, 314, 515]
froude-burke-article — [10, 946, 156, 1242]
spiritualism-body: THE Rev. J. M. Peebles will Deliver a Lecture on the above subject in the Lower Hall of the Athenæum on TUESDAY, 28TH JANUARY, At 8 o'clock. Admission—1s. — [959, 619, 1104, 657]
article-paragraph: HANDICAP HURDLE RACE, of 30 sovs. Open to all horses. One and a half mile heats, over five flights of hurdles, four feet high. — [10, 291, 156, 318]
advertisement-body: MR. MILNER will offer for sale, by public auction, at the Land Office, Dunedin, pastoral leases for 10 years of the following runs:—Run No. 333, situated on the Wanaka Lake, contains 100,000 acres, 90,000 acres of which are high sheep country, and about 10,000 acres of shingly and swampy country suitable for cattle. The rental will be an assessment of 7d per head on not less than 15,000 sheep. The lease will commence on the 26th of February, 1874, from which date to the 1st October ensuing the first assessment will be charged. Run No. 333a, situated on the east shore of Lake Hawea, north of Timaru River, contains 9,000 acres, 800 of which are agricultural land. Run No. 444 is situated west of and adjoining Run 333, and Motatapu River; contains 5,000 acres of high country. The agricultural land—on the plans to be seen at this office—to be resumable at any time without notice or compensation. J. T. THOMSON, Chief Commissioner. Waste Land Board Office, Dunedin. — [485, 444, 630, 631]
article-paragraph: Mr Froude, the well-known historian, has been lecturing in America on that sequence of events which forms the subject of his splendid fragment of English history. He has many faults as a writer; but of all his failings, his special one is hatred of Roman Catholicism and the Irish. Readers of his history cannot but observe this great blot, which prevents Mr Froude recording events and interpreting motives, with that judicial impartiality which is so essential in a historian. He is, in fact, a partisan; an enthusiastic zealot, we should rather term him—who sees no good in that which he dislikes, and no bad in that which he likes. — [10, 945, 156, 1061]
stanley-line: Will have a — [857, 393, 890, 402]
article-paragraph: The indisposition of Signor Coy led to the substitution, on Saturday evening, of 'Il Puritani' for 'Lucia di Lammermoor.' Counter-attractions, the weather, and the alterations, contributed to the rather limited attendance that there was; though the last-mentioned cause, as much as either of the others, if not both, led to the result, as the announcement of the change was made too late, while not a few regard 'Lucia' as the more favorite opera here. — [327, 423, 472, 512]
hudson-line: DEPOTS — [860, 291, 887, 300]
athenaeum-ad — [959, 680, 1104, 756]
saturdays-news-article — [169, 553, 314, 904]
medical-advertisement — [643, 712, 788, 839]
article-paragraph: Mr Atkins's br m Taffrail, 6 yrs, 6st 7lb (T. Corder) 2 — [10, 493, 156, 511]
advertisement — [485, 714, 630, 788]
article-paragraph: There is also a selection of French and English standard music announced. Tonight, 'I Puritani' will be repeated. — [327, 603, 472, 629]
advertisement-body: LOUIS SOLOMON, Jun., TEACHER of the Pianoforte, will give Lessons, either at the residences of the PUPILS or at his room, adjoining Mr. LEWIS SOLOMON'S PIANOFORTE WAREHOUSE, George street. — [643, 482, 788, 528]
article-paragraph: Mr Hazlett's b g Atlas, aged, 7st (Holt) 1 — [18, 483, 134, 492]
educational-advertisement — [643, 533, 788, 585]
advertisement — [485, 787, 630, 830]
gilchrist-signature: E. A. LAWSON, Architect. — [1027, 1049, 1104, 1058]
advertisement-body: COMMERCIAL EVENING SCHOOL, Filleul street. Mr Gow, of the High School. — [485, 831, 630, 851]
gilchrist-body: TENDERS invited for the erection of Gilchrist Buildings, George street. To be lodged with the undersigned on or before the 1st February, at 5 p.m. — [959, 1018, 1104, 1047]
article-paragraph: Mr Nosworthy's b g Nigger, aged, 10st ... (Taylor) 1 1 — [10, 319, 156, 336]
newspaper-title: THE EVENING STAR, JANUARY 27, 1873 — [398, 3, 716, 19]
advertisement — [485, 934, 630, 995]
advertisement — [485, 344, 630, 387]
